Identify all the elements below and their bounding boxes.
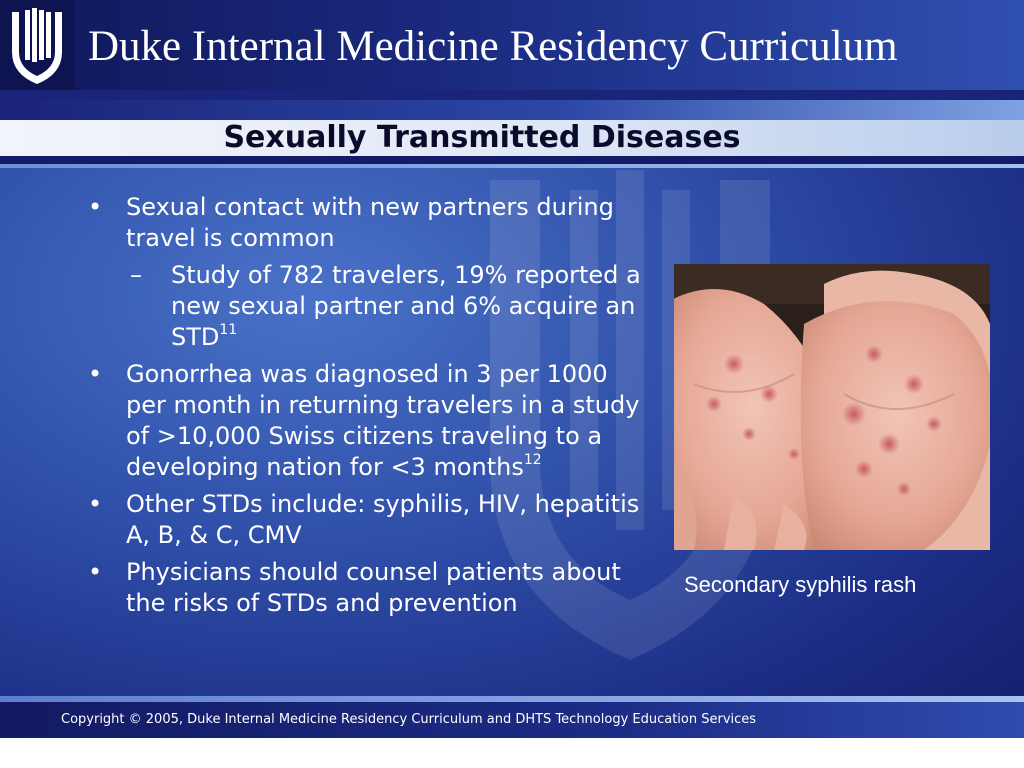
- sub-bullet-marker: –: [130, 261, 142, 289]
- citation-superscript: 12: [523, 452, 542, 468]
- figure-caption: Secondary syphilis rash: [684, 572, 917, 597]
- sub-bullet-item: [126, 260, 646, 353]
- bullet-item: [86, 192, 646, 254]
- bullet-marker: •: [88, 558, 103, 586]
- bullet-text: Physicians should counsel patients about the risks of STDs and prevention: [126, 558, 621, 617]
- palm-rash-illustration: [674, 264, 990, 550]
- bullet-text: Other STDs include: syphilis, HIV, hepatitis A, B, & C, CMV: [126, 490, 640, 549]
- bullet-item: [86, 359, 646, 483]
- bullet-marker: •: [88, 360, 103, 388]
- logo: [0, 0, 74, 90]
- sub-bullet-text: Study of 782 travelers, 19% reported a new sexual partner and 6% acquire an STD: [171, 261, 641, 351]
- bullet-marker: •: [88, 193, 103, 221]
- bullet-marker: •: [88, 490, 103, 518]
- app-title: Duke Internal Medicine Residency Curriculum: [88, 23, 898, 70]
- bullet-item: [86, 489, 646, 551]
- bullet-text: Gonorrhea was diagnosed in 3 per 1000 per month in returning travelers in a study of >10,000 Swiss citizens traveling to a developing nation for <3 months: [126, 360, 640, 481]
- duke-shield-icon: [0, 0, 74, 90]
- bullet-item: [86, 557, 646, 619]
- header-stripe-gradient: [0, 100, 1024, 120]
- slide-title: Sexually Transmitted Diseases: [223, 120, 741, 155]
- syphilis-rash-photo: [674, 264, 990, 550]
- bullet-list: [86, 192, 646, 625]
- citation-superscript: 11: [219, 322, 238, 338]
- copyright-text: Copyright © 2005, Duke Internal Medicine Residency Curriculum and DHTS Technology Education Services: [61, 712, 757, 727]
- bullet-text: Sexual contact with new partners during travel is common: [126, 193, 614, 252]
